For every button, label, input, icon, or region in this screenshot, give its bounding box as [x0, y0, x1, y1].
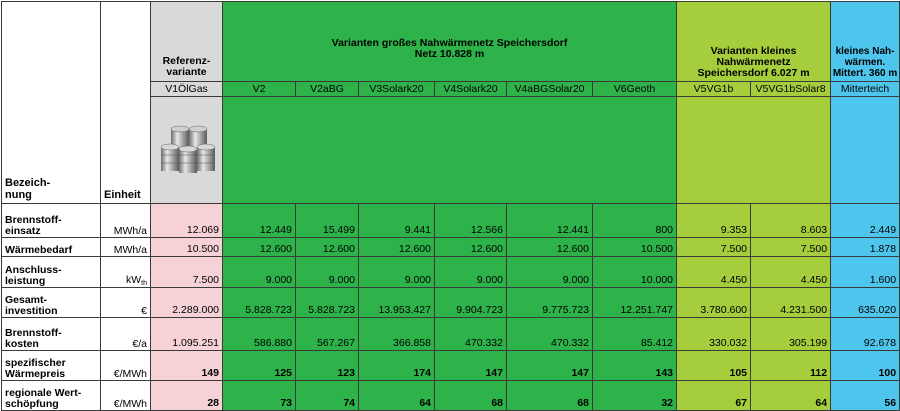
value-cell: 1.095.251: [151, 318, 223, 351]
value-cell: 12.441: [507, 204, 593, 238]
value-cell: 100: [831, 351, 900, 381]
variant-code: V5VG1bSolar8: [751, 82, 831, 97]
value-cell: 143: [593, 351, 677, 381]
value-cell: 13.953.427: [359, 288, 435, 318]
value-cell: 9.000: [359, 257, 435, 288]
value-cell: 147: [435, 351, 507, 381]
variant-code: V4aBGSolar20: [507, 82, 593, 97]
unit-text: €/a: [132, 338, 147, 350]
value-cell: 174: [359, 351, 435, 381]
value-cell: 64: [359, 381, 435, 411]
value-cell: 8.603: [751, 204, 831, 238]
row-label: Brennstoff- einsatz: [2, 204, 101, 238]
value-cell: 9.000: [435, 257, 507, 288]
value-cell: 12.449: [223, 204, 296, 238]
group-header-row: [2, 2, 900, 82]
value-cell: 9.775.723: [507, 288, 593, 318]
table-row: [2, 318, 900, 351]
mitterteich-title: kleines Nah-wärmen. Mittert. 360 m: [831, 2, 900, 82]
value-cell: 470.332: [435, 318, 507, 351]
variant-code: V5VG1b: [677, 82, 751, 97]
value-cell: 1.600: [831, 257, 900, 288]
referenz-title: Referenz- variante: [151, 2, 223, 82]
variant-code: V4Solark20: [435, 82, 507, 97]
value-cell: 32: [593, 381, 677, 411]
value-cell: 74: [296, 381, 359, 411]
table-row: [2, 257, 900, 288]
value-cell: 67: [677, 381, 751, 411]
value-cell: 12.566: [435, 204, 507, 238]
row-label: Brennstoff- kosten: [2, 318, 101, 351]
value-cell: 125: [223, 351, 296, 381]
value-cell: 1.878: [831, 238, 900, 257]
value-cell: 4.450: [751, 257, 831, 288]
row-unit: [101, 257, 151, 288]
value-cell: 12.600: [223, 238, 296, 257]
big-network-empty-cell: [223, 97, 677, 204]
value-cell: 5.828.723: [223, 288, 296, 318]
label-header-cell: [2, 2, 101, 204]
unit-text: €/MWh: [113, 368, 147, 380]
value-cell: 305.199: [751, 318, 831, 351]
value-cell: 105: [677, 351, 751, 381]
value-cell: 149: [151, 351, 223, 381]
variant-code: V3Solark20: [359, 82, 435, 97]
value-cell: 12.069: [151, 204, 223, 238]
oil-barrels-icon: [157, 125, 217, 175]
row-label: regionale Wert- schöpfung: [2, 381, 101, 411]
value-cell: 73: [223, 381, 296, 411]
unit-text: €: [141, 305, 147, 317]
value-cell: 470.332: [507, 318, 593, 351]
value-cell: 12.600: [435, 238, 507, 257]
value-cell: 9.000: [223, 257, 296, 288]
variant-code: V2aBG: [296, 82, 359, 97]
value-cell: 56: [831, 381, 900, 411]
value-cell: 112: [751, 351, 831, 381]
value-cell: 147: [507, 351, 593, 381]
row-label: spezifischer Wärmepreis: [2, 351, 101, 381]
value-cell: 7.500: [151, 257, 223, 288]
value-cell: 12.600: [359, 238, 435, 257]
unit-column-title: Einheit: [104, 189, 141, 201]
value-cell: 7.500: [751, 238, 831, 257]
value-cell: 586.880: [223, 318, 296, 351]
unit-subscript: th: [141, 280, 147, 287]
row-unit: [101, 318, 151, 351]
value-cell: 9.441: [359, 204, 435, 238]
value-cell: 9.904.723: [435, 288, 507, 318]
row-label: Gesamt- investition: [2, 288, 101, 318]
row-unit: [101, 204, 151, 238]
value-cell: 366.858: [359, 318, 435, 351]
big-network-title: Varianten großes Nahwärmenetz Speichersdorf Netz 10.828 m: [223, 2, 677, 82]
value-cell: 10.000: [593, 257, 677, 288]
comparison-table: [1, 1, 900, 411]
value-cell: 28: [151, 381, 223, 411]
value-cell: 4.231.500: [751, 288, 831, 318]
row-unit: [101, 288, 151, 318]
value-cell: 5.828.723: [296, 288, 359, 318]
row-unit: [101, 351, 151, 381]
variant-code: V6Geoth: [593, 82, 677, 97]
value-cell: 85.412: [593, 318, 677, 351]
label-column-title: Bezeich- nung: [5, 177, 51, 201]
unit-text: MWh/a: [113, 244, 147, 256]
value-cell: 15.499: [296, 204, 359, 238]
value-cell: 3.780.600: [677, 288, 751, 318]
value-cell: 12.251.747: [593, 288, 677, 318]
row-label: Wärmebedarf: [2, 238, 101, 257]
row-unit: [101, 381, 151, 411]
value-cell: 4.450: [677, 257, 751, 288]
value-cell: 10.500: [151, 238, 223, 257]
value-cell: 2.449: [831, 204, 900, 238]
variant-code: V2: [223, 82, 296, 97]
value-cell: 635.020: [831, 288, 900, 318]
value-cell: 68: [507, 381, 593, 411]
row-unit: [101, 238, 151, 257]
variant-code: Mitterteich: [831, 82, 900, 97]
value-cell: 9.000: [507, 257, 593, 288]
value-cell: 800: [593, 204, 677, 238]
small-network-empty-cell: [677, 97, 831, 204]
value-cell: 9.000: [296, 257, 359, 288]
value-cell: 10.500: [593, 238, 677, 257]
value-cell: 92.678: [831, 318, 900, 351]
value-cell: 330.032: [677, 318, 751, 351]
table-row: [2, 204, 900, 238]
unit-text: kW: [125, 274, 142, 286]
table-row: [2, 381, 900, 411]
table-row: [2, 238, 900, 257]
value-cell: 7.500: [677, 238, 751, 257]
value-cell: 567.267: [296, 318, 359, 351]
small-network-title: Varianten kleines Nahwärmenetz Speichersdorf 6.027 m: [677, 2, 831, 82]
unit-header-cell: [101, 2, 151, 204]
variant-code: V1ÖlGas: [151, 82, 223, 97]
table-row: [2, 288, 900, 318]
value-cell: 12.600: [296, 238, 359, 257]
value-cell: 123: [296, 351, 359, 381]
row-label: Anschluss- leistung: [2, 257, 101, 288]
mitterteich-empty-cell: [831, 97, 900, 204]
value-cell: 12.600: [507, 238, 593, 257]
value-cell: 68: [435, 381, 507, 411]
value-cell: 64: [751, 381, 831, 411]
unit-text: €/MWh: [113, 398, 147, 410]
value-cell: 2.289.000: [151, 288, 223, 318]
value-cell: 9.353: [677, 204, 751, 238]
unit-text: MWh/a: [113, 225, 147, 237]
ref-icon-cell: [151, 97, 223, 204]
table-row: [2, 351, 900, 381]
